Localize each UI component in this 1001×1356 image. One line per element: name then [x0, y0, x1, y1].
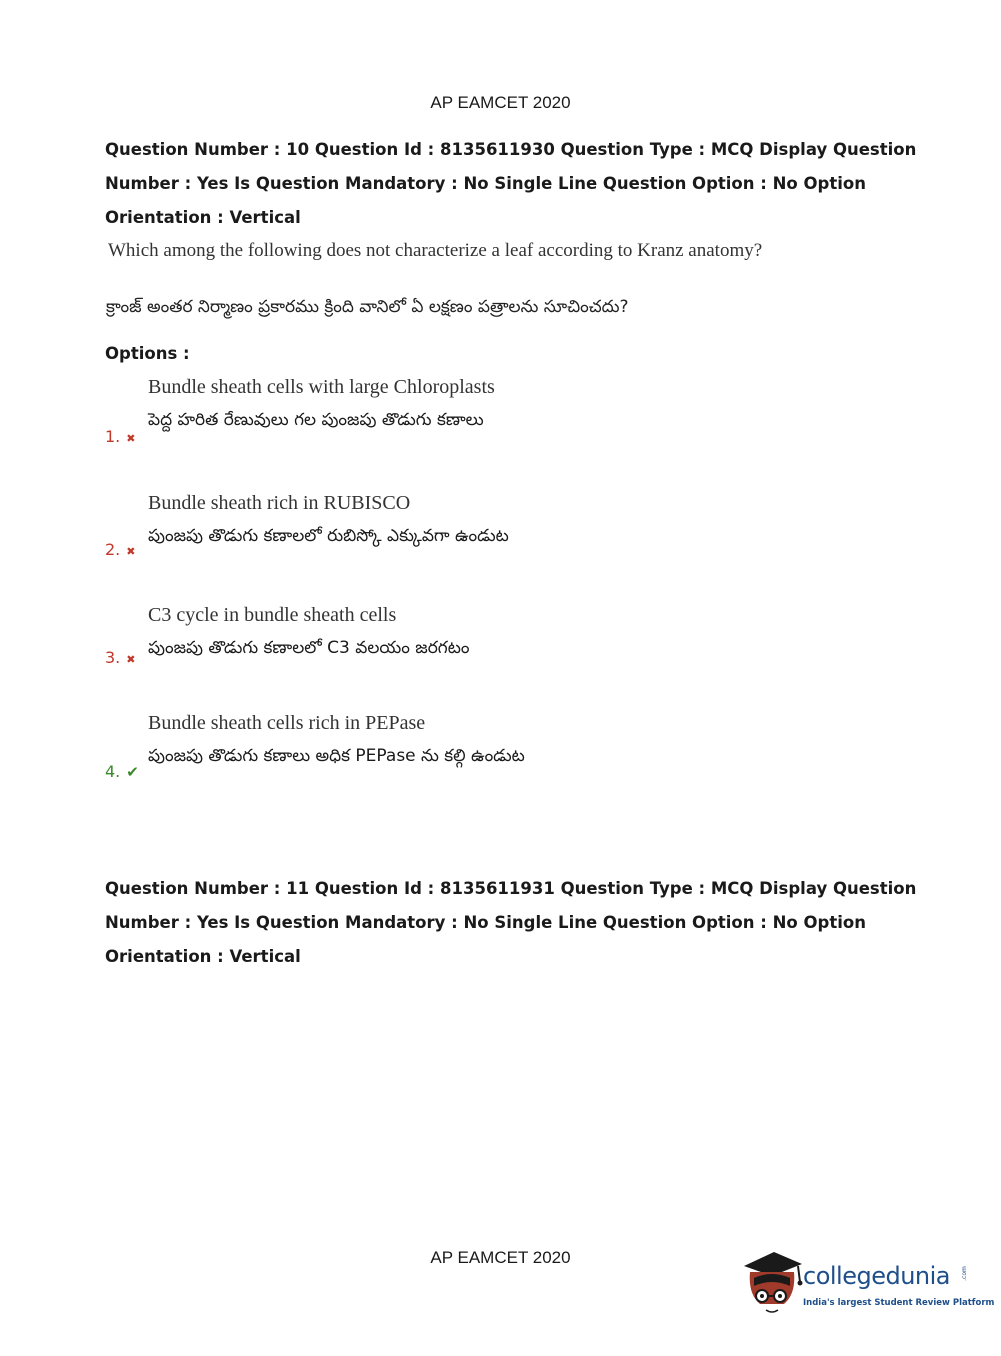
option-3-label: 3. — [105, 648, 121, 667]
q11-meta-line-3: Orientation : Vertical — [105, 947, 301, 966]
q10-meta-line-3: Orientation : Vertical — [105, 208, 301, 227]
page-header-title: AP EAMCET 2020 — [430, 93, 571, 112]
option-2-number — [105, 540, 135, 559]
page-footer-title: AP EAMCET 2020 — [430, 1248, 571, 1267]
q10-meta-line-1: Question Number : 10 Question Id : 8135611930 Question Type : MCQ Display Question — [105, 140, 917, 159]
collegedunia-logo-text: collegedunia — [803, 1262, 951, 1290]
option-1-english: Bundle sheath cells with large Chloroplasts — [148, 376, 495, 398]
option-3-english: C3 cycle in bundle sheath cells — [148, 604, 397, 626]
option-1-telugu: పెద్ద హరిత రేణువులు గల పుంజపు తొడుగు కణాలు — [148, 410, 484, 430]
collegedunia-tagline: India's largest Student Review Platform — [803, 1298, 995, 1308]
q10-question-english: Which among the following does not characterize a leaf according to Kranz anatomy? — [108, 240, 763, 261]
collegedunia-mascot-icon — [740, 1248, 806, 1320]
q11-meta-line-1: Question Number : 11 Question Id : 8135611931 Question Type : MCQ Display Question — [105, 879, 917, 898]
option-3-number — [105, 648, 135, 667]
options-label: Options : — [105, 344, 190, 363]
wrong-cross-icon: ✖ — [126, 653, 136, 666]
option-1-label: 1. — [105, 427, 121, 446]
option-1-number — [105, 427, 135, 446]
wrong-cross-icon: ✖ — [126, 545, 136, 558]
option-2-telugu: పుంజపు తొడుగు కణాలలో రుబిస్కో ఎక్కువగా ఉండుట — [148, 526, 509, 546]
option-4-label: 4. — [105, 762, 121, 781]
q10-question-telugu: క్రాంజ్ అంతర నిర్మాణం ప్రకారము క్రింది వానిలో ఏ లక్షణం పత్రాలను సూచించదు? — [106, 297, 629, 317]
wrong-cross-icon: ✖ — [126, 432, 136, 445]
q10-meta-line-2: Number : Yes Is Question Mandatory : No Single Line Question Option : No Option — [105, 174, 866, 193]
q11-meta-line-2: Number : Yes Is Question Mandatory : No Single Line Question Option : No Option — [105, 913, 866, 932]
option-4-english: Bundle sheath cells rich in PEPase — [148, 712, 426, 734]
correct-check-icon: ✔ — [126, 763, 139, 781]
collegedunia-logo-com: .com — [960, 1266, 968, 1281]
option-2-english: Bundle sheath rich in RUBISCO — [148, 492, 411, 514]
option-4-telugu: పుంజపు తొడుగు కణాలు అధిక PEPase ను కల్గి ఉండుట — [148, 746, 525, 766]
option-2-label: 2. — [105, 540, 121, 559]
option-4-number — [105, 762, 139, 781]
option-3-telugu: పుంజపు తొడుగు కణాలలో C3 వలయం జరగటం — [148, 638, 470, 658]
